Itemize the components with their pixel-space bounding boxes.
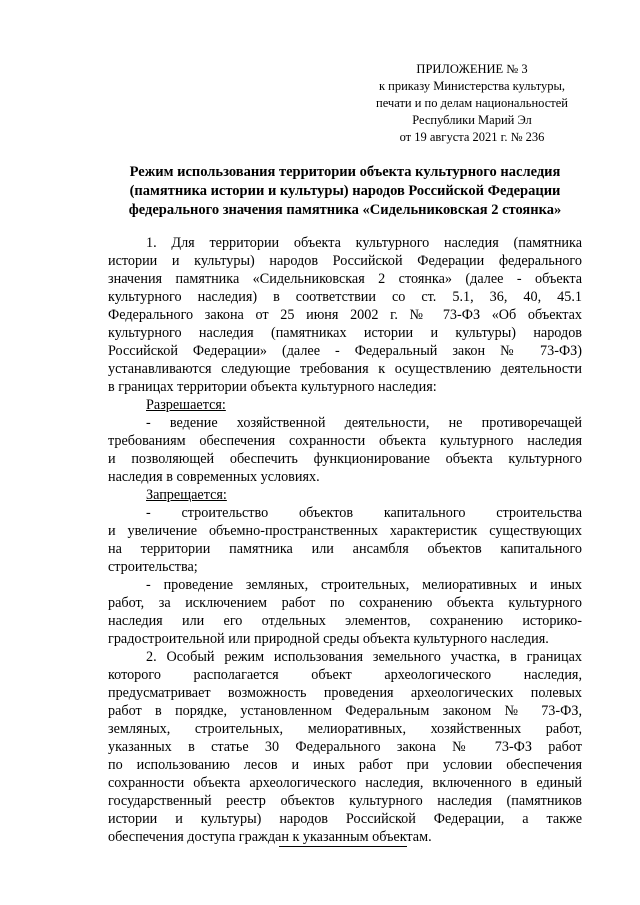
appendix-line: печати и по делам национальностей (376, 96, 568, 110)
text-line: наследия в современных условиях. (108, 469, 320, 485)
appendix-line: к приказу Министерства культуры, (378, 79, 566, 93)
allowed-heading: Разрешается: (146, 397, 226, 413)
allowed-heading-line (108, 396, 582, 414)
forbidden-heading: Запрещается: (146, 487, 227, 503)
text-line: строительства; (108, 559, 198, 575)
text-line: 2. Особый режим использования земельного участка, в границах (146, 649, 582, 665)
text-line: по использованию лесов и иных работ при условии обеспечения (108, 757, 582, 773)
text-line: градостроительной или природной среды объекта культурного наследия. (108, 631, 549, 647)
title-line: (памятника истории и культуры) народов Российской Федерации (129, 183, 561, 199)
text-line: которого располагается объект археологического наследия, (108, 667, 582, 683)
text-line: в границах территории объекта культурного наследия: (108, 379, 437, 395)
title-line: Режим использования территории объекта культурного наследия (129, 164, 561, 180)
text-line: Федерального закона от 25 июня 2002 г. № 73-ФЗ «Об объектах (108, 307, 582, 323)
text-line: культурного наследия (памятниках истории и культуры) народов (108, 325, 582, 341)
forbidden-paragraph-2 (108, 576, 582, 648)
appendix-header (360, 61, 584, 146)
text-line: обеспечения доступа граждан к указанным объектам. (108, 829, 432, 845)
text-line: на территории памятника или ансамбля объектов капитального (108, 541, 582, 557)
text-line: истории и культуры) народов Российской Федерации федерального (108, 253, 582, 269)
text-line: - строительство объектов капитального строительства (146, 505, 582, 521)
text-line: устанавливаются следующие требования к осуществлению деятельности (108, 361, 582, 377)
appendix-line: ПРИЛОЖЕНИЕ № 3 (416, 62, 528, 76)
text-line: - проведение земляных, строительных, мелиоративных и иных (146, 577, 582, 593)
title-line: федерального значения памятника «Сидельниковская 2 стоянка» (128, 202, 562, 218)
text-line: и позволяющей обеспечить функционирование объекта культурного (108, 451, 582, 467)
text-line: требованиям обеспечения сохранности объекта культурного наследия (108, 433, 582, 449)
text-line: указанных в статье 30 Федерального закона № 73-ФЗ работ (108, 739, 582, 755)
forbidden-paragraph-1 (108, 504, 582, 576)
text-line: и увеличение объемно-пространственных характеристик существующих (108, 523, 582, 539)
paragraph-2 (108, 648, 582, 846)
text-line: предусматривает возможность проведения археологических полевых (108, 685, 582, 701)
document-body (108, 234, 582, 846)
text-line: культурного наследия) в соответствии со ст. 5.1, 36, 40, 45.1 (108, 289, 582, 305)
text-line: работ, за исключением работ по сохранению объекта культурного (108, 595, 582, 611)
text-line: значения памятника «Сидельниковская 2 стоянка» (далее - объекта (108, 271, 582, 287)
text-line: истории и культуры) народов Российской Федерации, а также (108, 811, 582, 827)
text-line: государственный реестр объектов культурного наследия (памятников (108, 793, 582, 809)
text-line: Российской Федерации» (далее - Федеральный закон № 73-ФЗ) (108, 343, 582, 359)
text-line: наследия или его отдельных элементов, сохранению историко- (108, 613, 582, 629)
document-title (108, 163, 582, 220)
text-line: - ведение хозяйственной деятельности, не противоречащей (146, 415, 582, 431)
appendix-line: Республики Марий Эл (412, 113, 532, 127)
text-line: 1. Для территории объекта культурного наследия (памятника (146, 235, 582, 251)
paragraph-1 (108, 234, 582, 396)
allowed-paragraph (108, 414, 582, 486)
closing-separator-line (279, 846, 407, 847)
appendix-line: от 19 августа 2021 г. № 236 (399, 130, 545, 144)
text-line: сохранности объекта археологического наследия, включенного в единый (108, 775, 582, 791)
text-line: работ в порядке, установленном Федеральным законом № 73-ФЗ, (108, 703, 582, 719)
text-line: земляных, строительных, мелиоративных, хозяйственных работ, (108, 721, 582, 737)
forbidden-heading-line (108, 486, 582, 504)
